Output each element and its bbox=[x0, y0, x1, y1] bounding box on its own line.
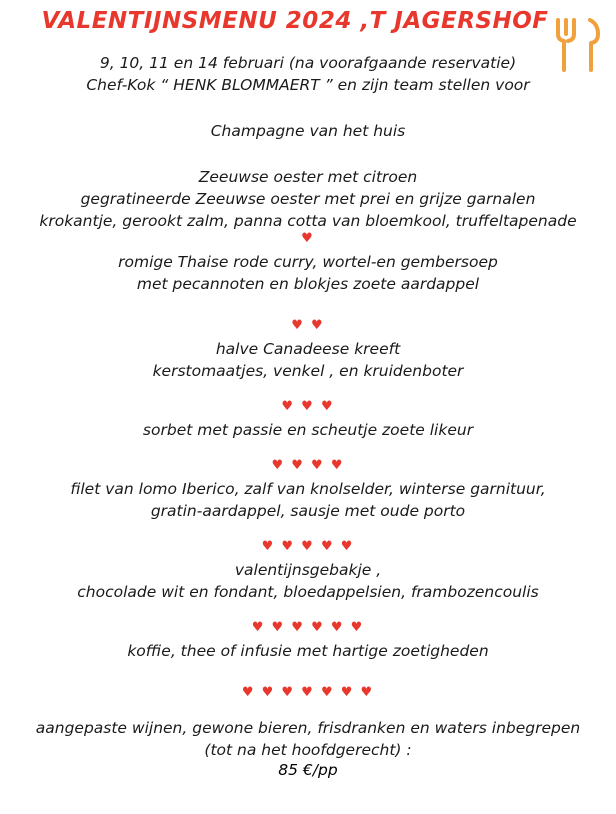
header-dates-block bbox=[0, 52, 616, 96]
course-line: romige Thaise rode curry, wortel-en gembersoep bbox=[118, 253, 498, 271]
heart-separator: ♥ bbox=[301, 231, 315, 246]
course-line: Champagne van het huis bbox=[210, 122, 406, 140]
heart-separator: ♥ ♥ ♥ ♥ ♥ ♥ bbox=[251, 620, 365, 635]
course-line: kerstomaatjes, venkel , en kruidenboter bbox=[152, 362, 464, 380]
menu-chef: Chef-Kok “ HENK BLOMMAERT ” en zijn team stellen voor bbox=[86, 76, 530, 94]
course-line: filet van lomo Iberico, zalf van knolselder, winterse garnituur, bbox=[70, 480, 546, 498]
footer-block bbox=[0, 717, 616, 779]
heart-separator: ♥ ♥ ♥ ♥ ♥ bbox=[261, 539, 355, 554]
heart-separator: ♥ ♥ ♥ ♥ bbox=[271, 458, 345, 473]
course-4 bbox=[0, 419, 616, 441]
course-line: halve Canadeese kreeft bbox=[215, 340, 401, 358]
course-7 bbox=[0, 640, 616, 662]
page-title: VALENTIJNSMENU 2024 ,T JAGERSHOF bbox=[41, 8, 549, 34]
course-5 bbox=[0, 478, 616, 522]
course-3 bbox=[0, 338, 616, 382]
course-0 bbox=[0, 120, 616, 142]
menu-price: 85 €/pp bbox=[278, 761, 338, 779]
menu-dates: 9, 10, 11 en 14 februari (na voorafgaande reservatie) bbox=[99, 54, 517, 72]
course-line: koffie, thee of infusie met hartige zoetigheden bbox=[127, 642, 489, 660]
course-line: valentijnsgebakje , bbox=[234, 561, 382, 579]
course-line: chocolade wit en fondant, bloedappelsien, frambozencoulis bbox=[77, 583, 539, 601]
course-1 bbox=[0, 166, 616, 232]
footer-line: (tot na het hoofdgerecht) : bbox=[204, 741, 412, 759]
course-line: met pecannoten en blokjes zoete aardappel bbox=[136, 275, 480, 293]
course-line: Zeeuwse oester met citroen bbox=[198, 168, 418, 186]
course-line: gegratineerde Zeeuwse oester met prei en grijze garnalen bbox=[80, 190, 536, 208]
menu-document bbox=[0, 8, 616, 814]
heart-separator: ♥ ♥ ♥ bbox=[281, 399, 335, 414]
course-line: krokantje, gerookt zalm, panna cotta van bloemkool, truffeltapenade bbox=[39, 212, 577, 230]
heart-separator: ♥ ♥ bbox=[291, 318, 325, 333]
fork-and-spoon-icon bbox=[544, 14, 606, 76]
footer-line: aangepaste wijnen, gewone bieren, frisdranken en waters inbegrepen bbox=[35, 719, 581, 737]
course-2 bbox=[0, 251, 616, 295]
course-line: sorbet met passie en scheutje zoete likeur bbox=[142, 421, 474, 439]
heart-separator-footer: ♥ ♥ ♥ ♥ ♥ ♥ ♥ bbox=[241, 685, 375, 700]
course-line: gratin-aardappel, sausje met oude porto bbox=[150, 502, 466, 520]
course-6 bbox=[0, 559, 616, 603]
